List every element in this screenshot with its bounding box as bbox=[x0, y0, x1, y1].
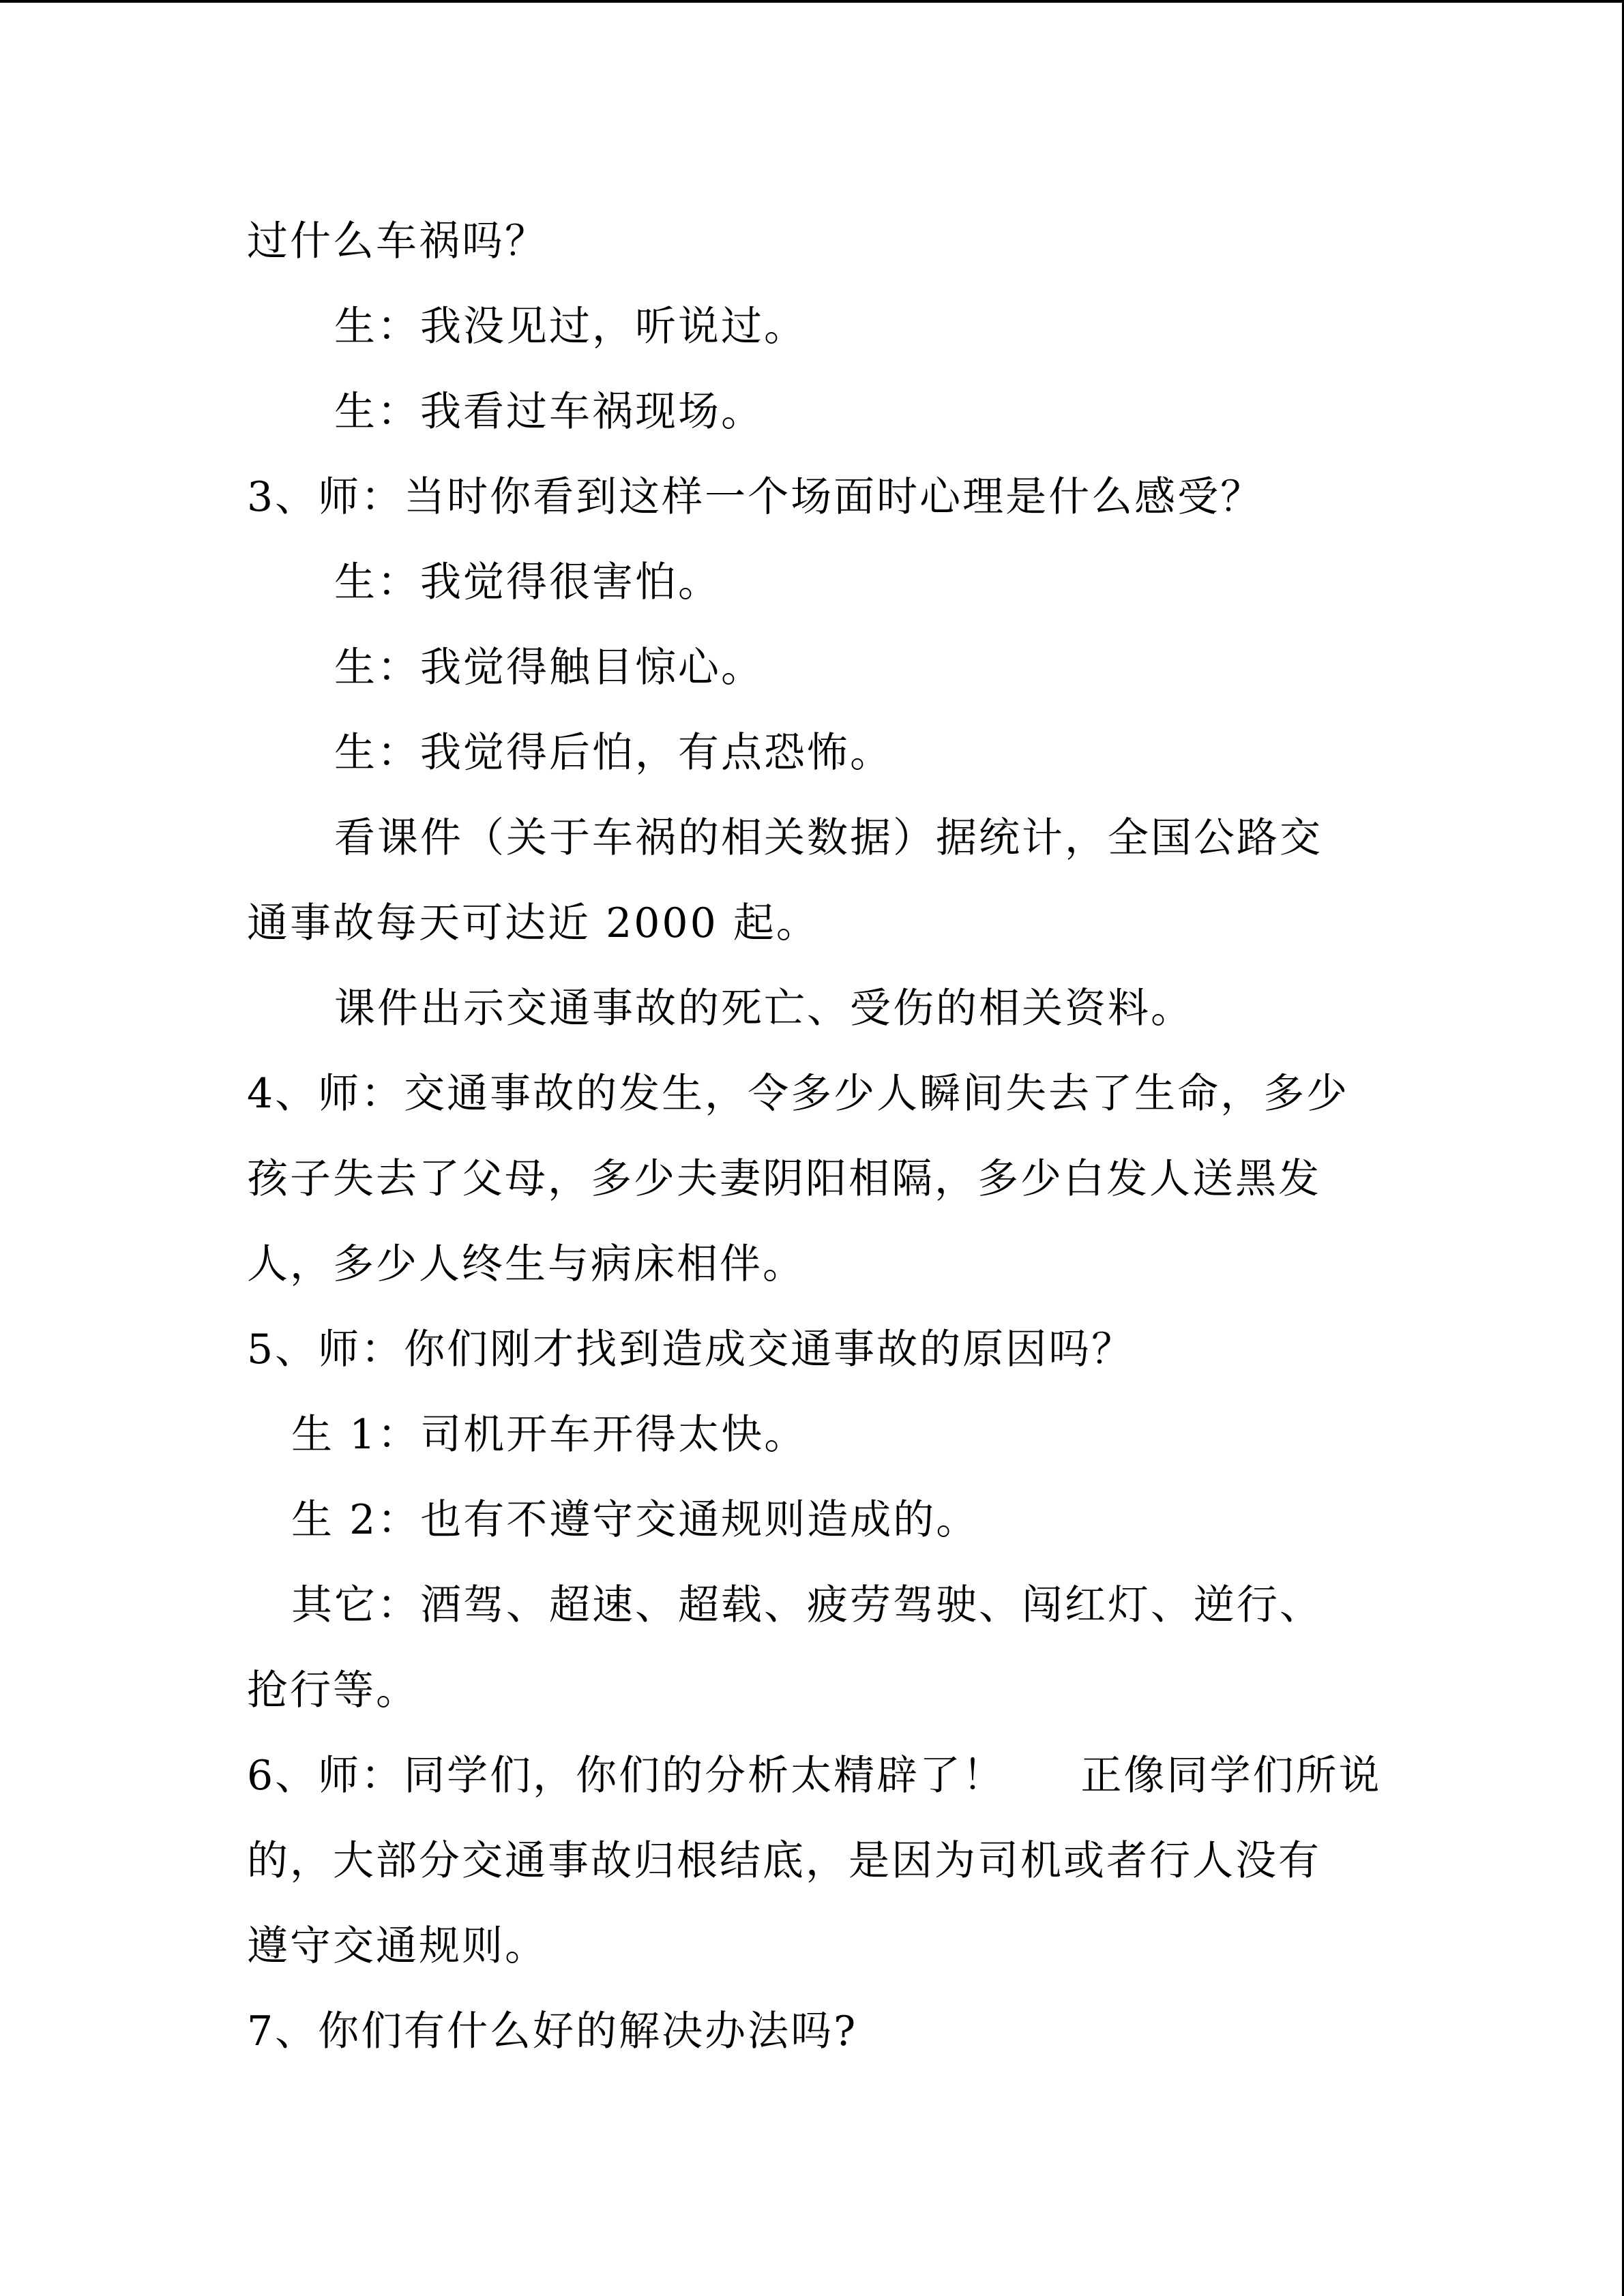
text-line: 过什么车祸吗？ bbox=[247, 218, 548, 265]
text-line: 生：我觉得后怕，有点恐怖。 bbox=[334, 729, 893, 777]
text-line: 生 1：司机开车开得太快。 bbox=[291, 1411, 808, 1459]
text-line: 6、师：同学们，你们的分析太精辟了！ 正像同学们所说 bbox=[247, 1752, 1382, 1800]
text-line: 5、师：你们刚才找到造成交通事故的原因吗？ bbox=[247, 1326, 1135, 1373]
text-line: 4、师：交通事故的发生，令多少人瞬间失去了生命，多少 bbox=[247, 1070, 1350, 1118]
text-line: 7、你们有什么好的解决办法吗? bbox=[247, 2008, 858, 2055]
text-line: 生：我看过车祸现场。 bbox=[334, 388, 764, 436]
text-line: 抢行等。 bbox=[247, 1667, 419, 1714]
text-line: 生：我觉得很害怕。 bbox=[334, 558, 721, 606]
text-line: 通事故每天可达近 2000 起。 bbox=[247, 899, 819, 947]
text-line: 3、师：当时你看到这样一个场面时心理是什么感受？ bbox=[247, 473, 1264, 521]
text-line: 孩子失去了父母，多少夫妻阴阳相隔，多少白发人送黑发 bbox=[247, 1155, 1321, 1203]
text-line: 人，多少人终生与病床相伴。 bbox=[247, 1240, 806, 1288]
text-line: 生：我没见过，听说过。 bbox=[334, 303, 807, 351]
text-line: 生 2：也有不遵守交通规则造成的。 bbox=[291, 1496, 979, 1544]
text-line: 看课件（关于车祸的相关数据）据统计，全国公路交 bbox=[334, 814, 1323, 862]
text-line: 的，大部分交通事故归根结底，是因为司机或者行人没有 bbox=[247, 1837, 1321, 1885]
text-line: 生：我觉得触目惊心。 bbox=[334, 644, 764, 691]
text-line: 遵守交通规则。 bbox=[247, 1922, 548, 1970]
text-line: 其它：酒驾、超速、超载、疲劳驾驶、闯红灯、逆行、 bbox=[291, 1581, 1323, 1629]
text-line: 课件出示交通事故的死亡、受伤的相关资料。 bbox=[334, 985, 1194, 1032]
